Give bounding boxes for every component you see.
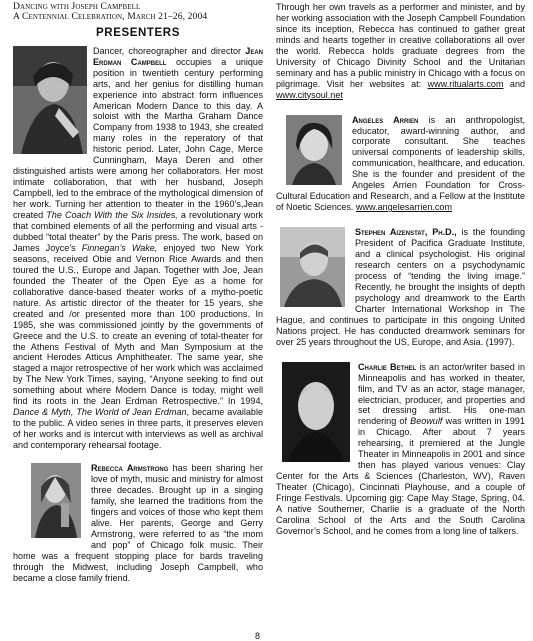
bio-arrien: Angeles Arrien is an anthropologist, educator, award-winning author, and corporate consultant. She teaches universal components of leadership skills, communication, healthcare, and education. She is the founder and president of the Angeles Arrien Foundation for Cross-Cultural Education and Research, and a Fellow at the Institute of Noetic Sciences. www.angelesarrien.com [276,114,525,213]
bio-campbell: Dancer, choreographer and director Jean Erdman Campbell occupies a unique position in twentieth century performing arts, and her genius for distilling human experience into abstract form influences American Modern Dance to this day. A soloist with the Martha Graham Dance Company from 1938 to 1943, she created many roles in the reperatory of that historic period. Later, John Cage, Merce Cunningham, Maya Deren and other distinguished artists were among her collaborators. Her most intimate collaboration, that with her husband, Joseph Campbell, led to the embrace of the mythological dimension of her work. Turning her attention to theater in the 1960’s,Jean created The Coach With the Six Insides, a revolutionary work that combined elements of all the performing and visual arts - dubbed “total theater” by the Paris press. The work, based on James Joyce’s Finnegan’s Wake, enjoyed two New York seasons, received Obie and Vernon Rice Awards and then toured the U.S., Europe and Japan. Together with Joe, Jean founded the Theater of the Open Eye as a home for collaborative dance-based theater works of a mytho-poetic nature. As artistic director of the theater for 15 years, she created and /or presented more than 100 productions. In 1985, she was commissioned jointly by the governments of Greece and the U.S. to create an evening of total-theater for the Athens Festival of Myth and Man Symposium at the ancient Herodes Atticus Amphitheater. The same year, she staged a major retrospective of her work which was acclaimed by The New York Times, saying, “Anyone seeking to find out something about where Modern Dance is today, might well find its roots in the Jean Erdman Retrospective.” In 1994, Dance & Myth, The World of Jean Erdman, became available to the public. A video series in three parts, it preserves eleven of her works and is intercut with interviews as well as archival and contemporary rehearsal footage. [13,45,264,451]
link-citysoul[interactable]: www.citysoul.net [276,89,343,100]
link-ritualarts[interactable]: www.ritualarts.com [427,78,504,89]
bio-armstrong-continued: Through her own travels as a performer and minister, and by her working association with the Joseph Campbell Foundation since its inception, Rebecca has continued to gather great minds and hearts together in creative collaborations all over the world. Rebecca holds graduate degrees from the University of Chicago Divinity School and the Unitarian seminary and has a public ministry in Chicago with a focus on pilgrimage. Visit her websites at: www.ritualarts.com and www.citysoul.net [276,2,526,100]
bio-aizenstat: Stephen Aizenstat, Ph.D., is the founding President of Pacifica Graduate Institute, and a clinical psychologist. His original research centers on a psychodynamic process of “tending the living image.” Recently, he brought the insights of depth psychology and dreamwork to the Earth Charter International Workshop in The Hague, and continues to participate in this ongoing United Nations project. He has conducted dreamwork seminars for over 25 years throughout the US, Europe, and Asia. (1997). [276,227,525,347]
photo-angeles-arrien [286,115,342,185]
photo-rebecca-armstrong [31,463,81,538]
section-title: PRESENTERS [96,26,180,39]
page-number: 8 [255,631,261,641]
bio-armstrong: Rebecca Armstrong has been sharing her love of myth, music and ministry for almost three decades. Brought up in a singing family, she learned the traditions from the fingers and voices of those who kept them alive. Her parents, George and Gerry Armstrong, were referred to as “the mom and pop” of Chicago folk music. Their home was a frequent stopping place for bards traveling through the Midwest, including Joseph Campbell, who became a close family friend. [13,463,263,583]
photo-jean-erdman-campbell [13,46,87,154]
header-line-1: Dancing with Joseph Campbell [13,1,141,12]
running-header [13,2,263,23]
photo-stephen-aizenstat [280,227,345,307]
header-line-2: A Centennial Celebration, March 21–26, 2004 [13,11,208,23]
photo-charlie-bethel [282,362,350,462]
left-column [13,0,263,584]
right-column [276,0,525,537]
link-angelesarrien[interactable]: www.angelesarrien.com [355,202,452,213]
bio-bethel: Charlie Bethel is an actor/writer based in Minneapolis and has worked in theater, film, and TV as an actor, stage manager, electrician, producer, and properties and set dressing artist. His one-man rendering of Beowulf was written in 1991 in Chicago. After about 7 years rehearsing, it premiered at the Jungle Theater in Minneapolis in 2001 and since then has played various venues: Clay Center for the Arts & Sciences (Charleston, WV), Raven Theater (Chicago), Cincinnati Playhouse, and a couple of Fringe Festivals. Upcoming gig: Cape May Stage, Spring, 04. A native Southerner, Charlie is a graduate of the North Carolina School of the Arts and the South Carolina Governor’s School, and he comes from a long line of talkers. [276,361,525,536]
